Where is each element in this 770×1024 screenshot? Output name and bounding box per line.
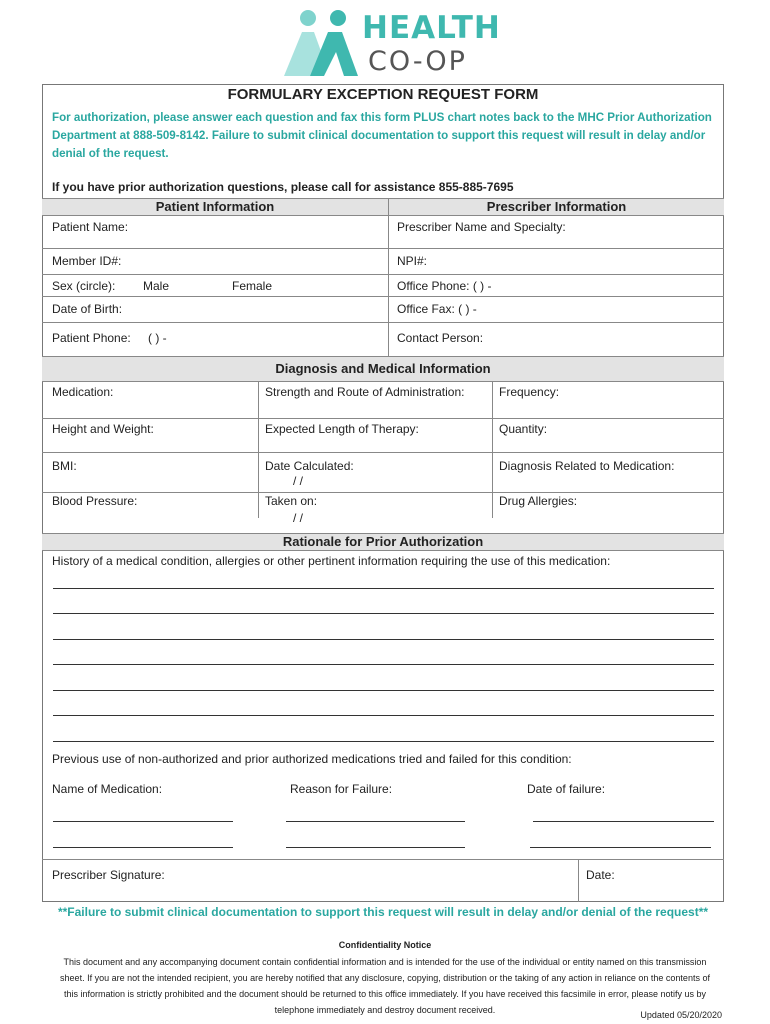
sex-option-female[interactable]: Female xyxy=(232,279,273,293)
row-divider xyxy=(42,248,724,249)
column-divider xyxy=(578,859,579,902)
diagnosis-related-field[interactable]: Diagnosis Related to Medication: xyxy=(499,459,675,473)
date-blank-line[interactable] xyxy=(533,821,714,822)
history-prompt: History of a medical condition, allergies or other pertinent information requiring the use of this medication: xyxy=(52,554,611,568)
date-calculated-field[interactable]: Date Calculated: xyxy=(265,459,354,473)
patient-info-header: Patient Information xyxy=(42,198,388,216)
date-calculated-mask: / / xyxy=(293,474,304,488)
updated-date: Updated 05/20/2020 xyxy=(640,1010,722,1020)
date-blank-line[interactable] xyxy=(530,847,711,848)
frequency-field[interactable]: Frequency: xyxy=(499,385,560,399)
confidentiality-line: this information is strictly prohibited and the document should be returned to this office immediately. If you have received this facsimile in error, please notify us by xyxy=(64,989,706,999)
history-blank-line[interactable] xyxy=(53,664,714,665)
confidentiality-line: sheet. If you are not the intended recipient, you are hereby notified that any disclosure, copying, distribution or the taking of any action in reliance on the contents of xyxy=(60,973,710,983)
patient-name-field[interactable]: Patient Name: xyxy=(52,220,129,234)
intro-instructions: For authorization, please answer each question and fax this form PLUS chart notes back to the MHC Prior Authorization Department at 888-509-8142. Failure to submit clinical documentation to support this request will result in delay and/or denial of the request. xyxy=(52,111,712,160)
expected-length-field[interactable]: Expected Length of Therapy: xyxy=(265,422,419,436)
signature-date-field[interactable]: Date: xyxy=(586,868,615,882)
office-phone-field[interactable]: Office Phone: ( ) - xyxy=(397,279,492,293)
sex-option-male[interactable]: Male xyxy=(143,279,170,293)
bmi-field[interactable]: BMI: xyxy=(52,459,77,473)
office-fax-field[interactable]: Office Fax: ( ) - xyxy=(397,302,477,316)
form-title: FORMULARY EXCEPTION REQUEST FORM xyxy=(227,86,539,103)
contact-person-field[interactable]: Contact Person: xyxy=(397,331,484,345)
health-coop-logo xyxy=(282,6,501,82)
height-weight-field[interactable]: Height and Weight: xyxy=(52,422,154,436)
row-divider xyxy=(42,274,724,275)
dob-field[interactable]: Date of Birth: xyxy=(52,302,123,316)
blood-pressure-field[interactable]: Blood Pressure: xyxy=(52,494,138,508)
prescriber-info-header: Prescriber Information xyxy=(388,198,724,216)
history-blank-line[interactable] xyxy=(53,613,714,614)
row-divider xyxy=(42,452,724,453)
history-blank-line[interactable] xyxy=(53,639,714,640)
reason-blank-line[interactable] xyxy=(286,847,465,848)
patient-phone-mask: ( ) - xyxy=(148,331,167,345)
prescriber-signature-field[interactable]: Prescriber Signature: xyxy=(52,868,165,882)
history-blank-line[interactable] xyxy=(53,741,714,742)
npi-field[interactable]: NPI#: xyxy=(397,254,428,268)
taken-on-field[interactable]: Taken on: xyxy=(265,494,318,508)
logo-text-coop: CO-OP xyxy=(368,46,467,77)
history-blank-line[interactable] xyxy=(53,715,714,716)
history-blank-line[interactable] xyxy=(53,588,714,589)
confidentiality-title: Confidentiality Notice xyxy=(338,940,432,950)
medication-field[interactable]: Medication: xyxy=(52,385,114,399)
row-divider xyxy=(42,296,724,297)
column-divider xyxy=(388,216,389,356)
column-divider xyxy=(258,382,259,518)
people-logo-icon xyxy=(282,6,362,82)
assistance-line: If you have prior authorization questions, please call for assistance 855-885-7695 xyxy=(52,180,514,194)
previous-use-prompt: Previous use of non-authorized and prior authorized medications tried and failed for this condition: xyxy=(52,752,572,766)
taken-on-mask: / / xyxy=(293,511,304,525)
row-divider xyxy=(42,322,724,323)
patient-phone-label[interactable]: Patient Phone: xyxy=(52,331,131,345)
confidentiality-line: telephone immediately and destroy document received. xyxy=(274,1005,496,1015)
medication-blank-line[interactable] xyxy=(53,821,233,822)
confidentiality-line: This document and any accompanying document contain confidential information and is intended for the use of the individual or entity named on this transmission xyxy=(63,957,707,967)
reason-blank-line[interactable] xyxy=(286,821,465,822)
col-date-of-failure: Date of failure: xyxy=(527,782,606,796)
member-id-field[interactable]: Member ID#: xyxy=(52,254,122,268)
history-blank-line[interactable] xyxy=(53,690,714,691)
row-divider xyxy=(42,418,724,419)
quantity-field[interactable]: Quantity: xyxy=(499,422,548,436)
logo-text-health: HEALTH xyxy=(362,10,501,46)
strength-route-field[interactable]: Strength and Route of Administration: xyxy=(265,385,465,399)
col-reason-for-failure: Reason for Failure: xyxy=(290,782,393,796)
sex-label: Sex (circle): xyxy=(52,279,116,293)
warning-notice: **Failure to submit clinical documentation to support this request will result in delay and/or denial of the request** xyxy=(57,905,709,919)
column-divider xyxy=(492,382,493,518)
drug-allergies-field[interactable]: Drug Allergies: xyxy=(499,494,578,508)
diagnosis-header: Diagnosis and Medical Information xyxy=(42,356,724,382)
prescriber-name-field[interactable]: Prescriber Name and Specialty: xyxy=(397,220,566,234)
col-name-of-medication: Name of Medication: xyxy=(52,782,163,796)
medication-blank-line[interactable] xyxy=(53,847,233,848)
row-divider xyxy=(42,859,724,860)
row-divider xyxy=(42,492,724,493)
rationale-header: Rationale for Prior Authorization xyxy=(42,533,724,551)
